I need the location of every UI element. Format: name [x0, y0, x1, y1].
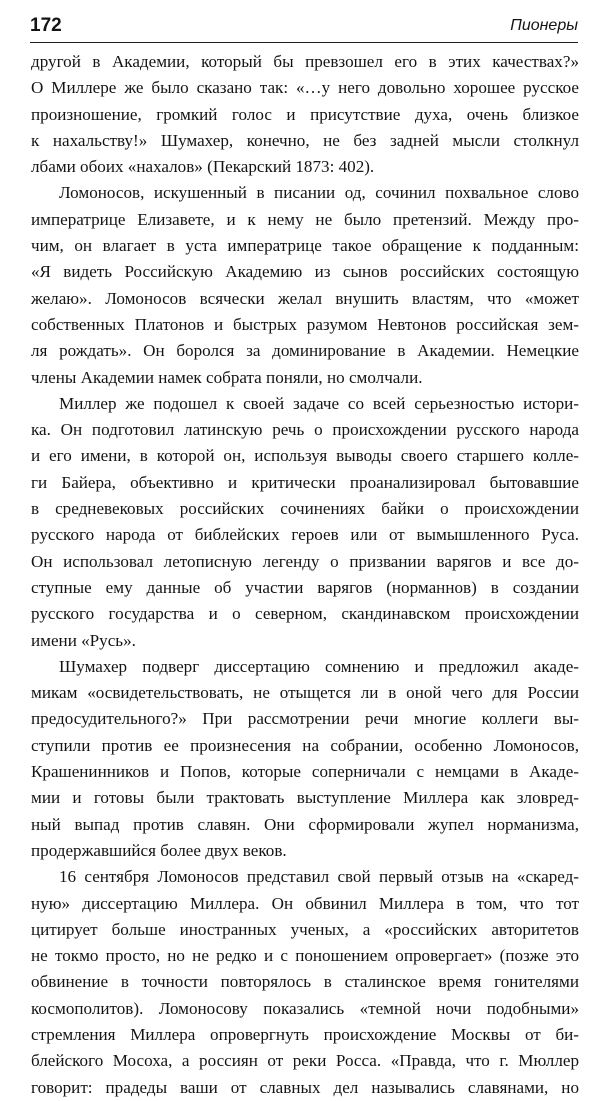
text-line: чим, он влагает в уста императрице такое обращение к подданным:	[31, 236, 579, 256]
text-line: говорит: прадеды ваши от славных дел назывались славянами, но	[31, 1077, 579, 1097]
text-line: к нахальству!» Шумахер, конечно, не без задней мысли столкнул	[31, 130, 579, 150]
text-line: русского государства и о северном, скандинавском происхождении	[31, 604, 579, 624]
text-line: ную» диссертацию Миллера. Он обвинил Миллера в том, что тот	[31, 893, 579, 913]
text-line: продержавшийся более двух веков.	[31, 840, 287, 860]
running-title: Пионеры	[510, 17, 578, 34]
text-line: произношение, громкий голос и присутствие духа, очень близкое	[31, 104, 579, 124]
text-line: ги Байера, объективно и критически проанализировал бытовавшие	[31, 472, 579, 492]
text-line: и его имени, в которой он, используя выводы своего старшего колле-	[31, 446, 579, 466]
text-line: императрице Елизавете, и к нему не было претензий. Между про-	[31, 209, 579, 229]
text-line: имени «Русь».	[31, 630, 136, 650]
text-line: Миллер же подошел к своей задаче со всей серьезностью истори-	[59, 393, 579, 413]
text-line: ный выпад против славян. Они сформировали жупел норманизма,	[31, 814, 579, 834]
text-line: ступили против ее произнесения на собрании, особенно Ломоносов,	[31, 735, 579, 755]
text-line: русского народа от библейских героев или от вымышленного Руса.	[31, 525, 579, 545]
text-line: обвинение в точности повторялось в сталинское время гонителями	[31, 972, 579, 992]
page-header	[30, 13, 578, 39]
text-line: стремления Миллера опровергнуть происхождение Москвы от би-	[31, 1024, 579, 1044]
text-line: Ломоносов, искушенный в писании од, сочинил похвальное слово	[59, 183, 579, 203]
text-line: Крашенинников и Попов, которые соперничали с немцами в Акаде-	[31, 762, 579, 782]
text-line: микам «освидетельствовать, не отыщется ли в оной чего для России	[31, 683, 579, 703]
text-line: космополитов). Ломоносову показались «темной ночи подобными»	[31, 998, 579, 1018]
text-line: ка. Он подготовил латинскую речь о происхождении русского народа	[31, 420, 579, 440]
text-line: в средневековых российских сочинениях байки о происхождении	[31, 499, 579, 519]
text-line: блейского Мосоха, а россиян от реки Росса. «Правда, что г. Мюллер	[31, 1051, 579, 1071]
text-line: Он использовал летописную легенду о призвании варягов и все до-	[31, 551, 579, 571]
text-line: мии и готовы были трактовать выступление Миллера как зловред-	[31, 788, 579, 808]
text-line: Шумахер подверг диссертацию сомнению и предложил акаде-	[59, 656, 579, 676]
text-line: не токмо просто, но не редко и с поношением опровергает» (позже это	[31, 946, 579, 966]
text-line: лбами обоих «нахалов» (Пекарский 1873: 402).	[31, 157, 375, 177]
text-line: собственных Платонов и быстрых разумом Невтонов российская зем-	[31, 314, 579, 334]
text-line: предосудительного?» При рассмотрении речи многие коллеги вы-	[31, 709, 579, 729]
text-line: желаю». Ломоносов всячески желал внушить властям, что «может	[31, 288, 579, 308]
text-line: другой в Академии, который бы превзошел его в этих качествах?»	[31, 52, 579, 71]
text-line: 16 сентября Ломоносов представил свой первый отзыв на «скаред-	[59, 867, 579, 887]
header-rule	[30, 42, 578, 43]
text-line: ля рождать». Он боролся за доминирование в Академии. Немецкие	[31, 341, 579, 361]
text-line: члены Академии намек собрата поняли, но смолчали.	[31, 367, 423, 387]
text-line: О Миллере же было сказано так: «…у него довольно хорошее русское	[31, 78, 579, 98]
text-line: ступные ему данные об участии варягов (норманнов) в создании	[31, 577, 579, 597]
text-line: цитирует больше иностранных ученых, а «российских авторитетов	[31, 919, 579, 939]
text-line: «Я видеть Российскую Академию из сынов российских состоящую	[31, 262, 579, 282]
page-number: 172	[30, 15, 62, 36]
body-text	[31, 49, 579, 1101]
